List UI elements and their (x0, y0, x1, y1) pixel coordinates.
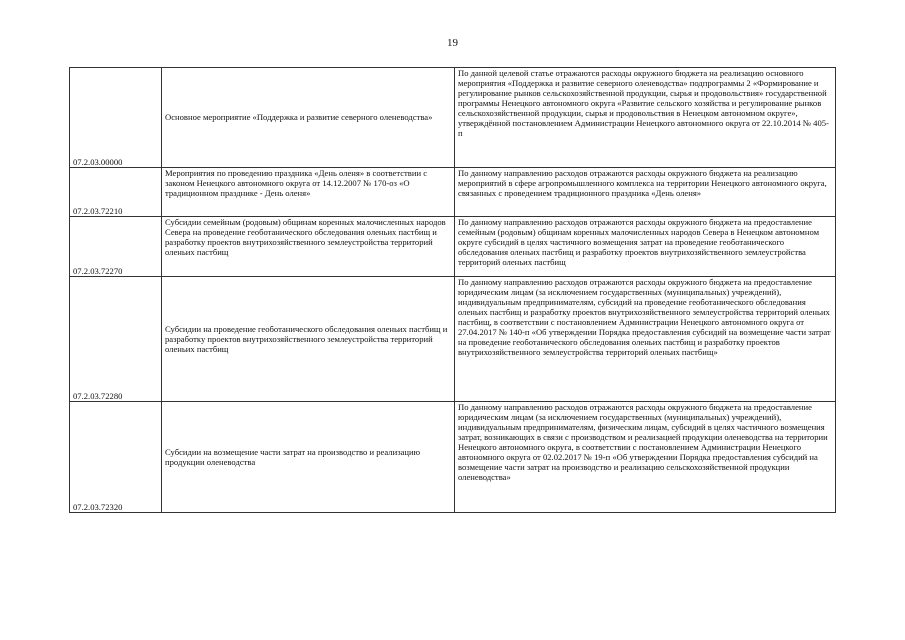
table-row (70, 168, 836, 217)
table-row (70, 217, 836, 277)
row-code: 07.2.03.72320 (70, 402, 162, 513)
row-description: По данному направлению расходов отражаются расходы окружного бюджета на предоставление юридическим лицам (за исключением государственных (муниципальных) учреждений), индивидуальным предпринимателям, физическим лицам, субсидий в целях частичного возмещения затрат, возникающих в связи с производством и реализацией продукции оленеводства на территории Ненецкого автономного округа, в соответствии с постановлением Администрации Ненецкого автономного округа от 02.02.2017 № 19-п «Об утверждении Порядка предоставления субсидий на возмещение части затрат на производство и реализацию сельскохозяйственной продукции оленеводства» (455, 402, 836, 513)
row-code: 07.2.03.72270 (70, 217, 162, 277)
table-row (70, 68, 836, 168)
table-row (70, 402, 836, 513)
row-name: Мероприятия по проведению праздника «День оленя» в соответствии с законом Ненецкого автономного округа от 14.12.2007 № 170-оз «О традиционном празднике - День оленя» (162, 168, 455, 217)
row-description: По данной целевой статье отражаются расходы окружного бюджета на реализацию основного мероприятия «Поддержка и развитие северного оленеводства» подпрограммы 2 «Формирование и регулирование рынков сельскохозяйственной продукции, сырья и продовольствия» государственной программы Ненецкого автономного округа «Развитие сельского хозяйства и регулирование рынков сельскохозяйственной продукции, сырья и продовольствия в Ненецком автономном округе», утверждённой постановлением Администрации Ненецкого автономного округа от 22.10.2014 № 405-п (455, 68, 836, 168)
budget-classification-table (69, 67, 836, 513)
row-name: Субсидии семейным (родовым) общинам коренных малочисленных народов Севера на проведение геоботанического обследования оленьих пастбищ и разработку проектов внутрихозяйственного землеустройства территорий оленьих пастбищ (162, 217, 455, 277)
row-description: По данному направлению расходов отражаются расходы окружного бюджета на предоставление юридическим лицам (за исключением государственных (муниципальных) учреждений), индивидуальным предпринимателям, субсидий на проведение геоботанического обследования оленьих пастбищ и разработку проектов внутрихозяйственного землеустройства территорий оленьих пастбищ, в соответствии с постановлением Администрации Ненецкого автономного округа от 27.04.2017 № 140-п «Об утверждении Порядка предоставления субсидий на возмещение части затрат на проведение геоботанического обследования оленьих пастбищ и разработку проектов внутрихозяйственного землеустройства территорий оленьих пастбищ» (455, 277, 836, 402)
row-name: Субсидии на проведение геоботанического обследования оленьих пастбищ и разработку проектов внутрихозяйственного землеустройства территорий оленьих пастбищ (162, 277, 455, 402)
row-code: 07.2.03.72280 (70, 277, 162, 402)
row-code: 07.2.03.00000 (70, 68, 162, 168)
row-description: По данному направлению расходов отражаются расходы окружного бюджета на предоставление семейным (родовым) общинам коренных малочисленных народов Севера в Ненецком автономном округе субсидий в целях частичного возмещения затрат на проведение геоботанического обследования оленьих пастбищ и разработку проектов внутрихозяйственного землеустройства территорий оленьих пастбищ (455, 217, 836, 277)
page-number: 19 (447, 37, 458, 49)
row-name: Субсидии на возмещение части затрат на производство и реализацию продукции оленеводства (162, 402, 455, 513)
row-description: По данному направлению расходов отражаются расходы окружного бюджета на реализацию мероприятий в сфере агропромышленного комплекса на территории Ненецкого автономного округа, связанных с проведением традиционного праздника «День оленя» (455, 168, 836, 217)
table-row (70, 277, 836, 402)
row-name: Основное мероприятие «Поддержка и развитие северного оленеводства» (162, 68, 455, 168)
row-code: 07.2.03.72210 (70, 168, 162, 217)
